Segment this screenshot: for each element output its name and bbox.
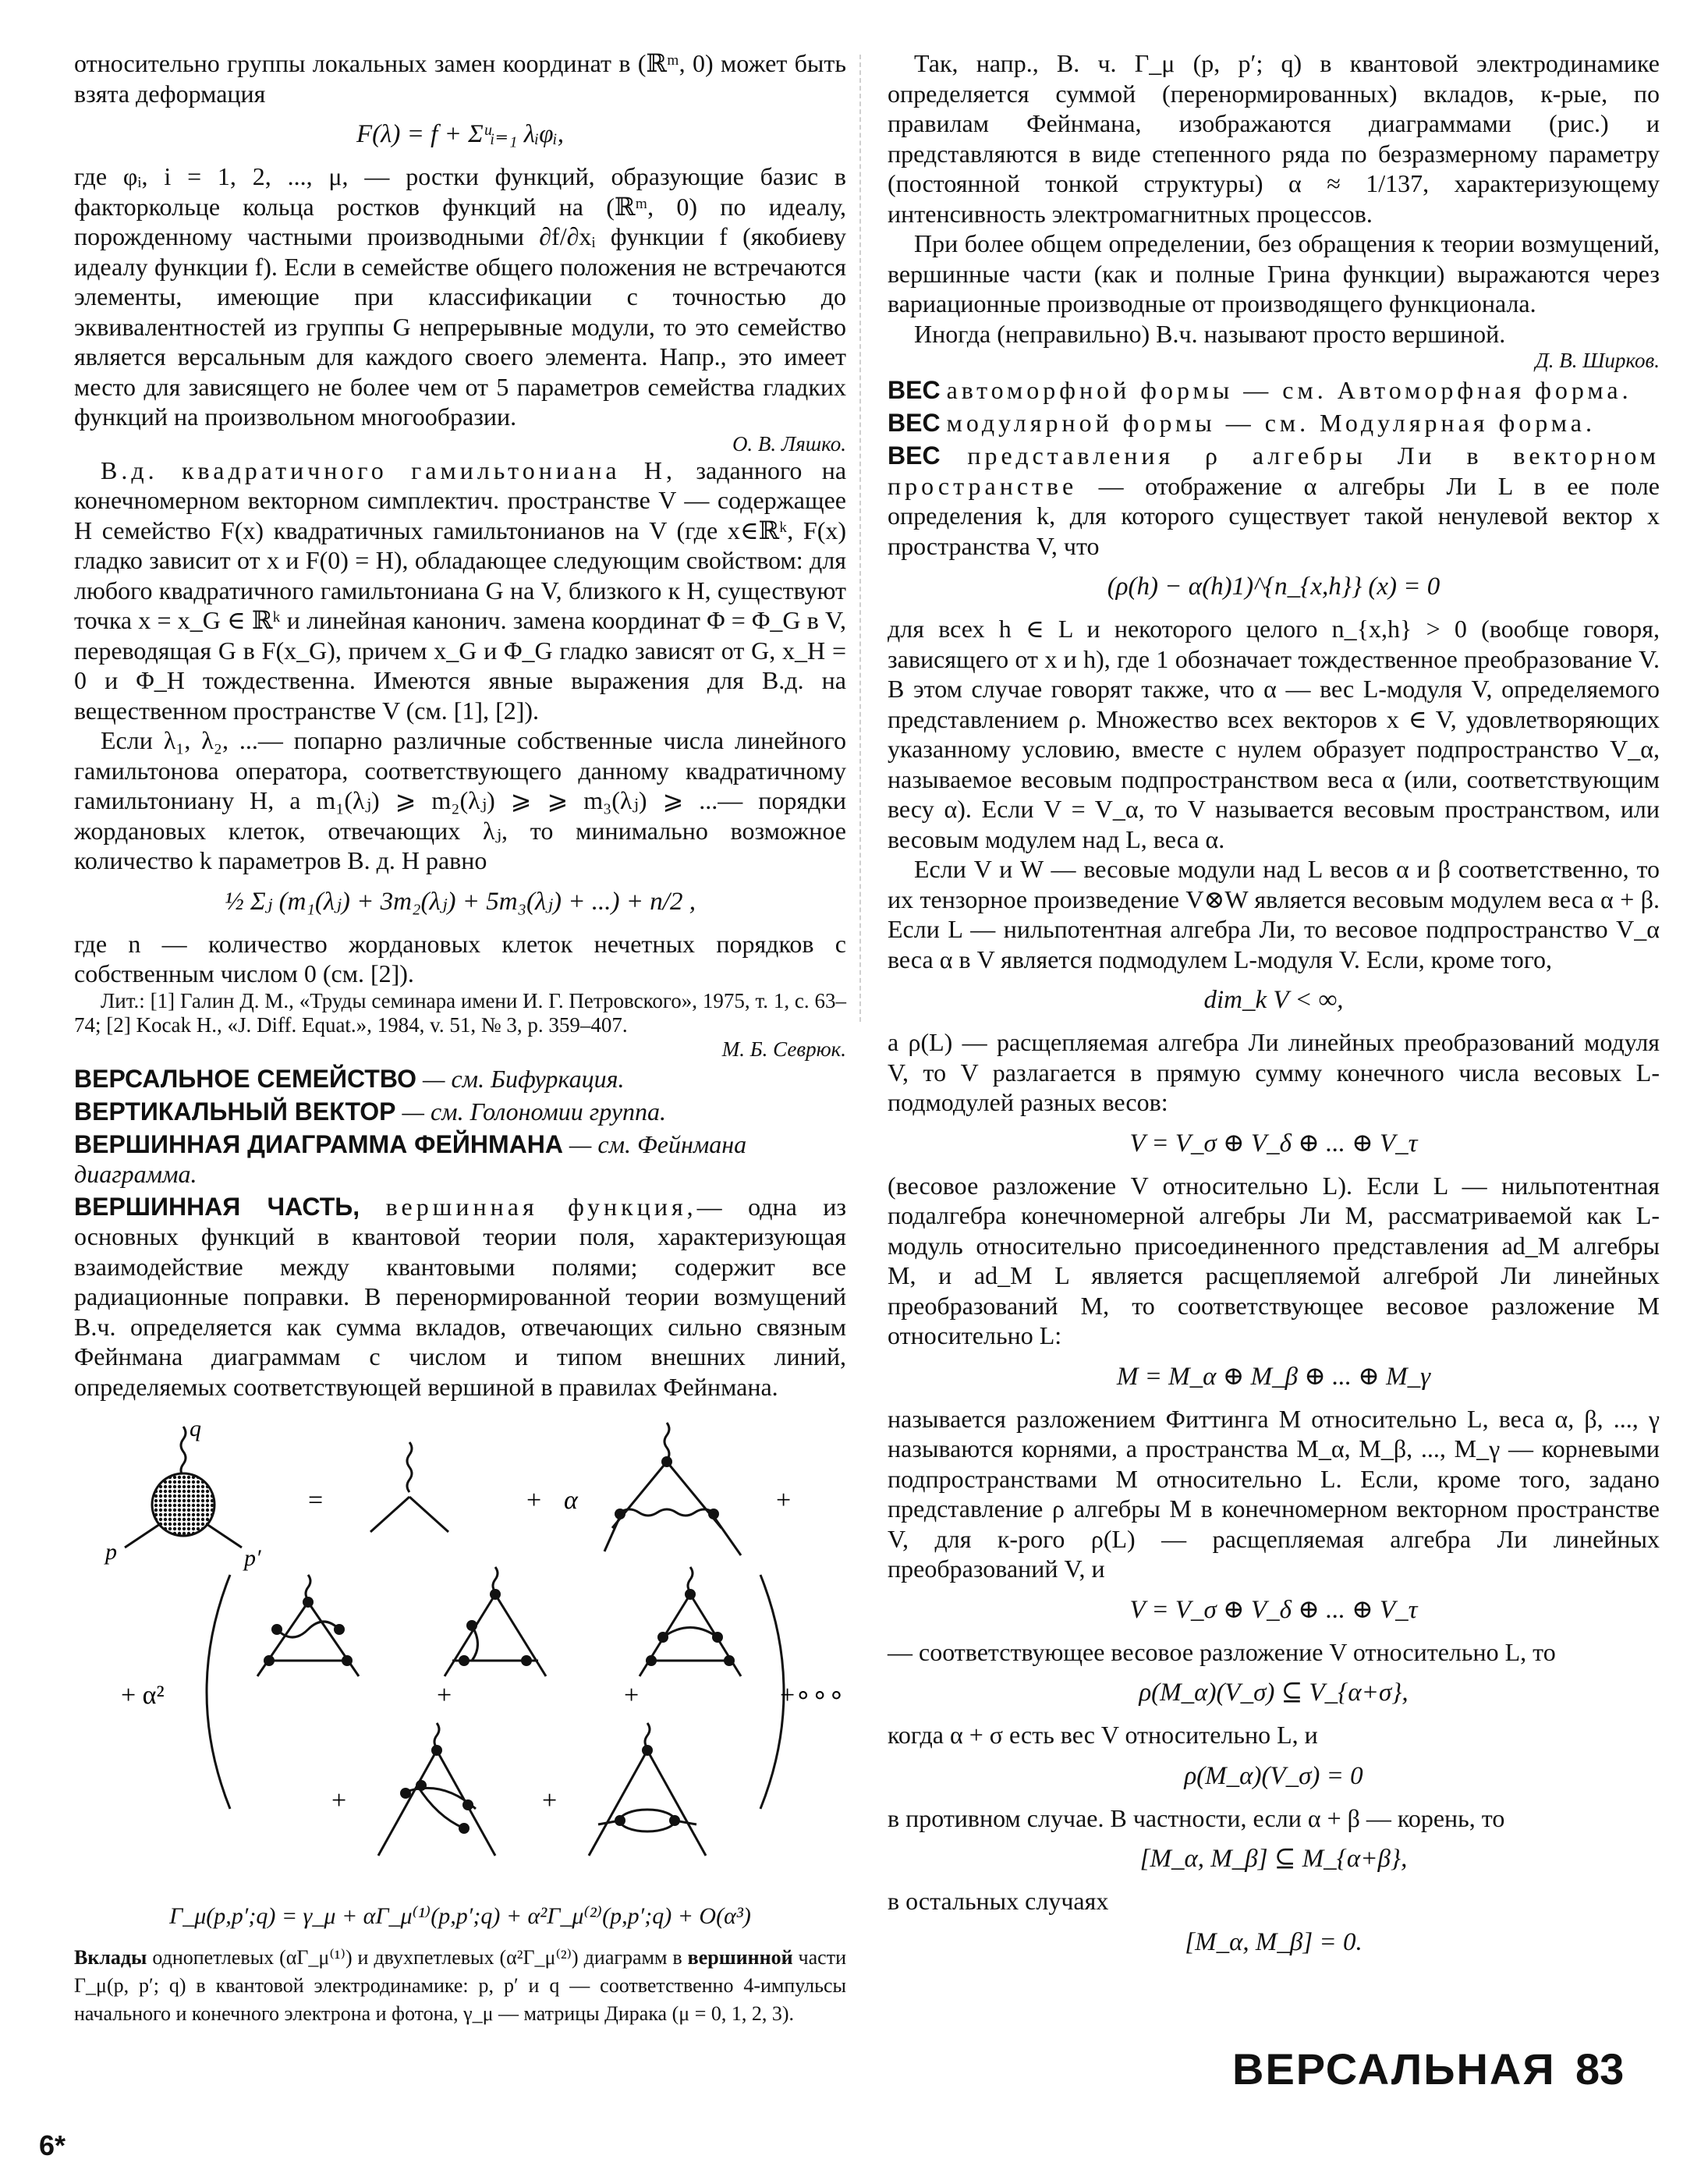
page-number: 83	[1575, 2044, 1625, 2094]
formula-weight-condition: (ρ(h) − α(h)1)^{n_{x,h}} (x) = 0	[1107, 573, 1440, 601]
paragraph-roots: называется разложением Фиттинга M относительно L, веса α, β, ..., γ называются корнями, а пространства M_α, M_β, ..., M_γ — корневыми подпространствами M относительно L. Если, кроме того, задано представление ρ алгебры M в конечномерном векторном пространстве V, для к-рого ρ(L) — расщепляемая алгебра Ли линейных преобразований V, и	[888, 1404, 1660, 1583]
vertex-dots-2	[264, 1597, 353, 1666]
label-p: p	[105, 1539, 117, 1565]
formula-rho-inclusion: ρ(M_α)(V_σ) ⊆ V_{α+σ},	[1139, 1679, 1409, 1707]
formula-rho-zero: ρ(M_α)(V_σ) = 0	[1184, 1761, 1363, 1790]
literature-list: Лит.: [1] Галин Д. М., «Труды семинара имени И. Г. Петровского», 1975, т. 1, с. 63–74; [2] Kocak H., «J. Diff. Equat.», 1984, v. 51, № 3, p. 359–407.	[74, 988, 846, 1037]
two-loop-vertex-d	[378, 1723, 495, 1856]
one-loop-vertex	[604, 1423, 741, 1555]
two-loop-vertex-e	[589, 1723, 706, 1856]
paragraph-jordan: где n — количество жордановых клеток нечетных порядков с собственным числом 0 (см. [2]).	[74, 929, 846, 987]
plus-sign-4: +	[624, 1681, 640, 1710]
paragraph-tensor-product: Если V и W — весовые модули над L весов α и β соответственно, то их тензорное произведение V⊗W является весовым модулем веса α + β. Если L — нильпотентная алгебра Ли, то весовое подпространство V_α веса α в V является подмодулем L-модуля V. Если, кроме того,	[888, 855, 1660, 973]
paragraph-intro: относительно группы локальных замен координат в (ℝᵐ, 0) может быть взята деформация	[74, 49, 846, 108]
paragraph-germs: где φᵢ, i = 1, 2, ..., μ, — ростки функций, образующие базис в факторкольце кольца ростков функций на (ℝᵐ, 0) по идеалу, порожденному частными производными ∂f/∂xᵢ функции f (якобиеву идеалу функции f). Если в семействе общего положения не встречаются элементы, имеющие при классификации с точностью до эквивалентностей из группы G непрерывные модули, то это семейство является версальным для каждого своего элемента. Напр., это имеет место для зависящего не более чем от 5 параметров семейства гладких функций на произвольном многообразии.	[74, 162, 846, 431]
entry-feynman-vertex-diagram: ВЕРШИННАЯ ДИАГРАММА ФЕЙНМАНА — см. Фейнмана диаграмма.	[74, 1129, 747, 1188]
formula-weight-decomposition: V = V_σ ⊕ V_δ ⊕ ... ⊕ V_τ	[1129, 1129, 1418, 1158]
plus-sign-6: +	[542, 1786, 558, 1815]
formula-parameter-count: ½ Σⱼ (m₁(λⱼ) + 3m₂(λⱼ) + 5m₃(λⱼ) + ...) + n/2 ,	[225, 887, 696, 916]
paragraph-eigenvalues: Если λ₁, λ₂, ...— попарно различные собственные числа линейного гамильтонова оператора, соответствующего данному квадратичному гамильтониану H, а m₁(λⱼ) ⩾ m₂(λⱼ) ⩾ ⩾ m₃(λⱼ) ⩾ ...— порядки жордановых клеток, отвечающих λⱼ, то минимально возможное количество k параметров В. д. H равно	[74, 726, 846, 874]
formula-deformation: F(λ) = f + Σᵘᵢ₌₁ λᵢφᵢ,	[356, 120, 564, 148]
author-sevryuk: М. Б. Севрюк.	[721, 1037, 846, 1061]
entry-weight-representation: ВЕС представления ρ алгебры Ли в векторном пространстве — отображение α алгебры Ли L в ее поле определения k, для которого существует такой ненулевой вектор x пространства V, что	[888, 441, 1660, 560]
plus-sign-5: +	[331, 1786, 347, 1815]
entry-vertex-part: ВЕРШИННАЯ ЧАСТЬ, вершинная функция,— одна из основных функций в квантовой теории поля, характеризующая взаимодействие между квантовыми полями; содержит все радиационные поправки. В перенормированной теории возмущений В.ч. определяется как сумма вкладов, отвечающих сильно связным Фейнмана диаграммам с числом и типом внешних линий, определяемых соответствующей вершиной в правилах Фейнмана.	[74, 1192, 846, 1401]
feynman-diagram-figure	[74, 1419, 846, 1933]
figure-caption: Вклады однопетлевых (αΓ_μ⁽¹⁾) и двухпетлевых (α²Γ_μ⁽²⁾) диаграмм в вершинной части Γ_μ(p, p′; q) в квантовой электродинамике: p, p′ и q — соответственно 4-импульсы начального и конечного электрона и фотона, γ_μ — матрицы Дирака (μ = 0, 1, 2, 3).	[74, 1946, 846, 2025]
alpha-symbol: α	[564, 1486, 578, 1515]
paragraph-vertex-alias: Иногда (неправильно) В.ч. называют просто вершиной.	[914, 319, 1506, 348]
author-shirkov: Д. В. Ширков.	[1535, 349, 1660, 372]
column-divider	[859, 55, 861, 1022]
sheet-signature: 6*	[39, 2129, 66, 2161]
left-paren	[207, 1575, 230, 1809]
formula-bracket-inclusion: [M_α, M_β] ⊆ M_{α+β},	[1139, 1845, 1408, 1873]
feynman-diagrams-svg	[74, 1419, 846, 1887]
label-p-prime: p′	[244, 1545, 261, 1571]
alpha-squared: + α²	[121, 1681, 165, 1710]
paragraph-split-algebra: а ρ(L) — расщепляемая алгебра Ли линейных преобразований модуля V, то V разлагается в прямую сумму конечного числа весовых L-подмодулей разных весов:	[888, 1028, 1660, 1116]
running-head: ВЕРСАЛЬНАЯ	[1232, 2044, 1556, 2094]
vertex-dots-3	[459, 1589, 532, 1666]
paragraph-nilpotent-subalgebra: (весовое разложение V относительно L). Если L — нильпотентная подалгебра конечномерной алгебры Ли M, рассматриваемой как L-модуль относительно присоединенного представления ad_M алгебры M, и ad_M L является расщепляемой алгеброй Ли линейных преобразований M, то соответствующее весовое разложение M относительно L:	[888, 1171, 1660, 1349]
equals-sign: =	[308, 1486, 324, 1515]
formula-fitting-decomposition: M = M_α ⊕ M_β ⊕ ... ⊕ M_γ	[1116, 1362, 1431, 1391]
author-lyashko: О. В. Ляшко.	[732, 431, 846, 456]
paragraph-qed-example: Так, напр., В. ч. Γ_μ (p, p′; q) в квантовой электродинамике определяется суммой (перенормированных) вкладов, к-рые, по правилам Фейнмана, изображаются диаграммами (рис.) и представляются в виде степенного ряда по безразмерному параметру (постоянной тонкой структуры) α ≈ 1/137, характеризующему интенсивность электромагнитных процессов.	[888, 49, 1660, 228]
paragraph-when-weight: когда α + σ есть вес V относительно L, и	[888, 1721, 1318, 1749]
paragraph-general-definition: При более общем определении, без обращения к теории возмущений, вершинные части (как и полные Грина функции) выражаются через вариационные производные от производящего функционала.	[888, 229, 1660, 317]
tree-vertex	[370, 1442, 448, 1532]
formula-finite-dim: dim_k V < ∞,	[1203, 986, 1344, 1014]
term-hamiltonian: В.д. квадратичного гамильтониана H,	[101, 456, 677, 484]
paragraph-weight-subspace: для всех h ∈ L и некоторого целого n_{x,h} > 0 (вообще говоря, зависящего от x и h), где 1 обозначает тождественное преобразование V. В этом случае говорят также, что α — вес L-модуля V, определяемого представлением ρ. Множество всех векторов x ∈ V, удовлетворяющих указанному условию, вместе с нулем образует подпространство V_α, называемое весовым подпространством веса α (или, соответствующим весу α). Если V = V_α, то V называется весовым пространством, или весовым модулем над L, веса α.	[888, 615, 1660, 853]
plus-sign-3: +	[437, 1681, 452, 1710]
blob-vertex	[125, 1427, 242, 1548]
paragraph-other-cases: в остальных случаях	[888, 1887, 1109, 1915]
entry-weight-modular: ВЕС модулярной формы — см. Модулярная форма.	[888, 409, 1596, 437]
vertex-expansion-formula: Γ_μ(p,p′;q) = γ_μ + αΓ_μ⁽¹⁾(p,p′;q) + α²Γ_μ⁽²⁾(p,p′;q) + O(α³)	[169, 1903, 751, 1929]
paragraph-corresponding: — соответствующее весовое разложение V относительно L, то	[888, 1637, 1556, 1666]
entry-weight-automorphic: ВЕС автоморфной формы — см. Автоморфная форма.	[888, 376, 1632, 404]
plus-sign-2: +	[776, 1486, 792, 1515]
entry-vertical-vector: ВЕРТИКАЛЬНЫЙ ВЕКТОР — см. Голономии группа.	[74, 1097, 667, 1126]
right-column	[888, 48, 1660, 1970]
ellipsis-plus: +∘∘∘	[780, 1681, 845, 1710]
formula-bracket-zero: [M_α, M_β] = 0.	[1185, 1927, 1363, 1956]
entry-versal-family: ВЕРСАЛЬНОЕ СЕМЕЙСТВО — см. Бифуркация.	[74, 1064, 625, 1093]
formula-weight-decomposition-2: V = V_σ ⊕ V_δ ⊕ ... ⊕ V_τ	[1129, 1595, 1418, 1624]
paragraph-hamiltonian: В.д. квадратичного гамильтониана H, заданного на конечномерном векторном симплектич. пространстве V — содержащее H семейство F(x) квадратичных гамильтонианов на V (где x∈ℝᵏ, F(x) гладко зависит от x и F(0) = H), обладающее следующим свойством: для любого квадратичного гамильтониана G на V, близкого к H, существуют точка x = x_G ∈ ℝᵏ и линейная канонич. замена координат Φ = Φ_G в V, переводящая G в F(x_G), причем x_G и Φ_G гладко зависят от G, x_H = 0 и Φ_H тождественна. Имеются явные выражения для В.д. на вещественном пространстве V (см. [1], [2]).	[74, 456, 847, 725]
label-q: q	[190, 1419, 201, 1441]
plus-sign: +	[526, 1486, 542, 1515]
left-column	[74, 48, 846, 2028]
paragraph-otherwise: в противном случае. В частности, если α + β — корень, то	[888, 1803, 1505, 1832]
